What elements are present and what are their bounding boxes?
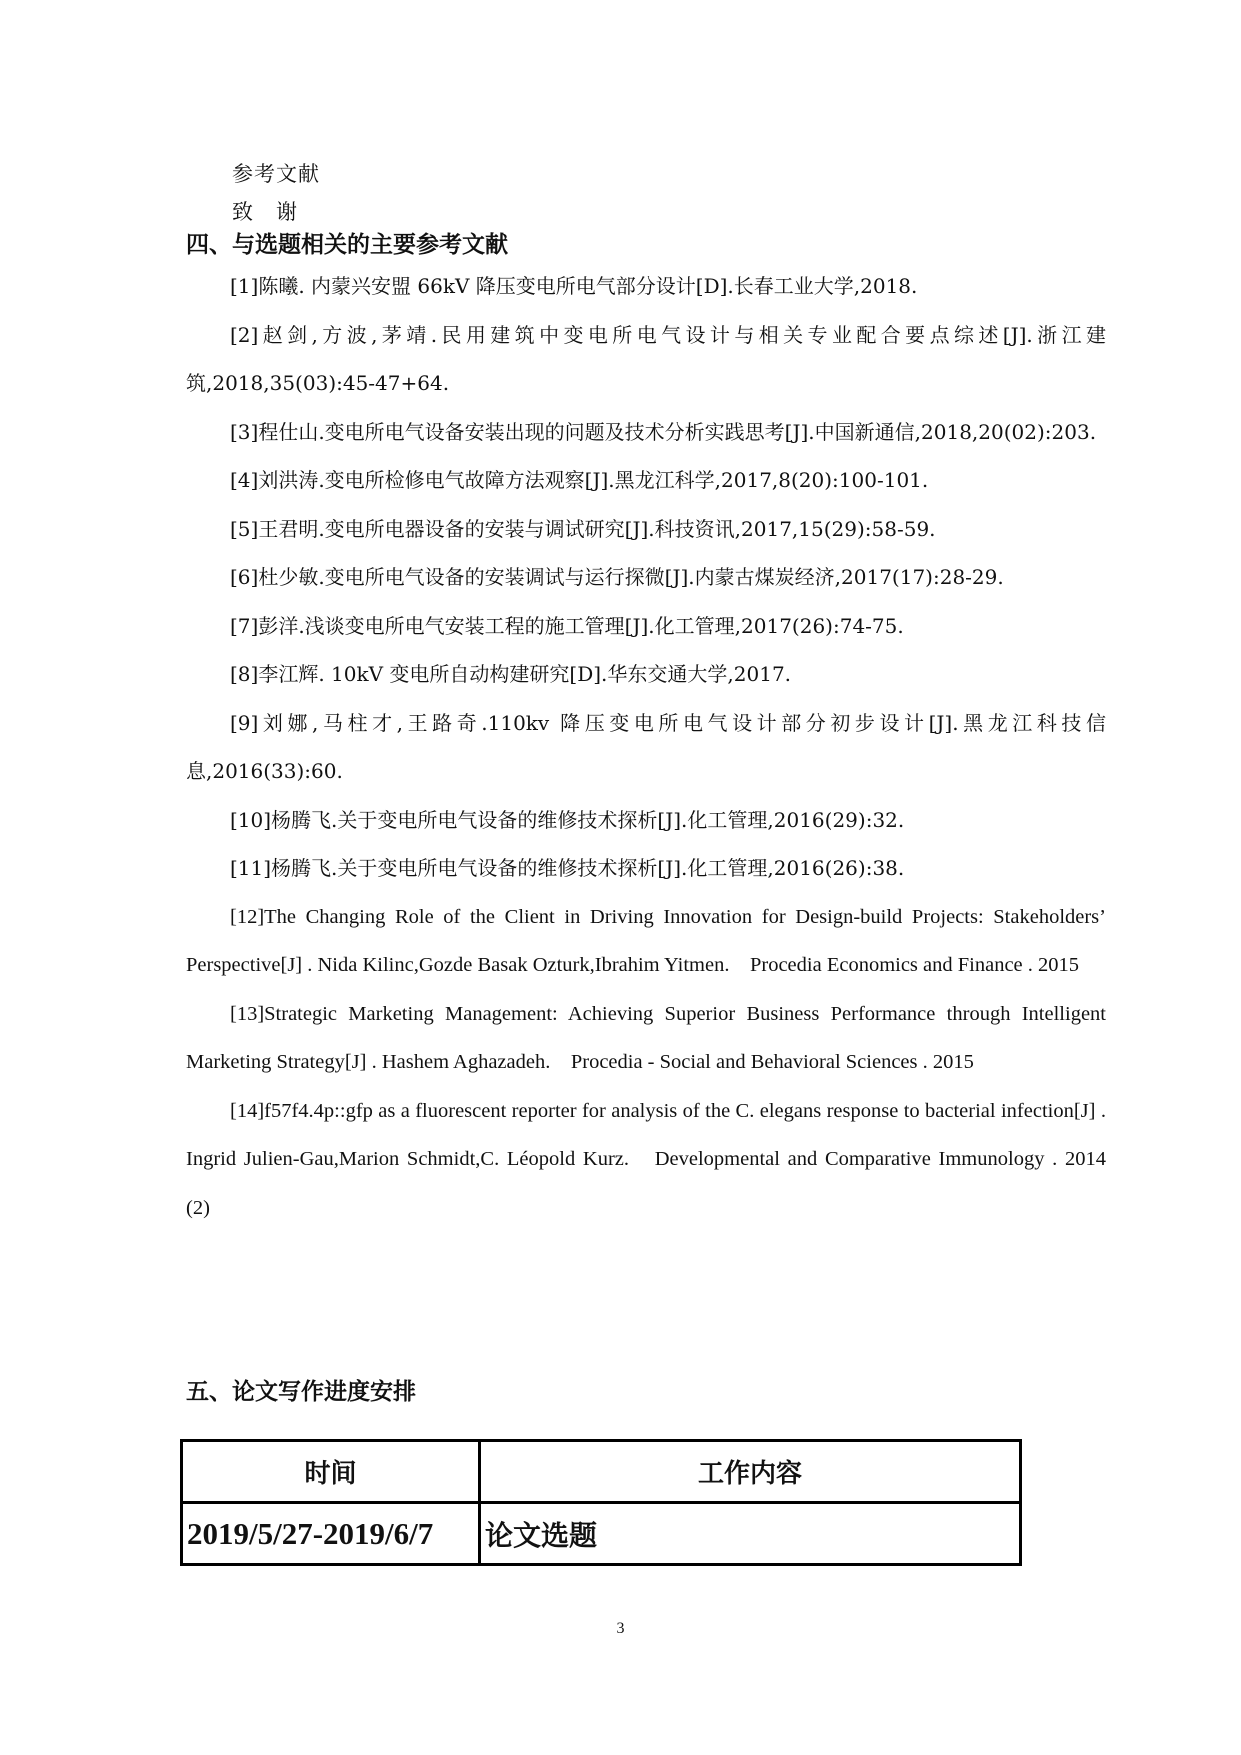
reference-item: [6]杜少敏.变电所电气设备的安装调试与运行探微[J].内蒙古煤炭经济,2017(17):28-29. [230,565,1004,589]
toc-entry-acknowledgement: 致 谢 [232,200,298,224]
schedule-time-cell: 2019/5/27-2019/6/7 [182,1503,480,1565]
page-number: 3 [616,1620,625,1637]
column-header-content: 工作内容 [480,1441,1021,1503]
column-header-time: 时间 [182,1441,480,1503]
table-header-row [182,1441,1021,1503]
schedule-content-cell: 论文选题 [480,1503,1021,1565]
reference-list [186,262,1106,1232]
reference-item: [11]杨腾飞.关于变电所电气设备的维修技术探析[J].化工管理,2016(26):38. [230,856,905,880]
reference-item: [13]Strategic Marketing Management: Achieving Superior Business Performance through Intelligent Marketing Strategy[J] . Hashem Aghazadeh. Procedia - Social and Behavioral Sciences . 2015 [186,1002,1106,1073]
reference-item: [12]The Changing Role of the Client in Driving Innovation for Design-build Projects: Stakeholders’ Perspective[J] . Nida Kilinc,Gozde Basak Ozturk,Ibrahim Yitmen. Procedia Economics and Finance . 2015 [186,905,1106,976]
reference-item: [1]陈曦. 内蒙兴安盟 66kV 降压变电所电气部分设计[D].长春工业大学,2018. [230,274,918,298]
table-row [182,1503,1021,1565]
reference-item: [14]f57f4.4p::gfp as a fluorescent reporter for analysis of the C. elegans response to bacterial infection[J] . Ingrid Julien-Gau,Marion Schmidt,C. Léopold Kurz. Developmental and Comparative Immunology . 2014 (2) [186,1099,1106,1219]
reference-item: [4]刘洪涛.变电所检修电气故障方法观察[J].黑龙江科学,2017,8(20):100-101. [230,468,929,492]
reference-item: [2]赵剑,方波,茅靖.民用建筑中变电所电气设计与相关专业配合要点综述[J].浙江建筑,2018,35(03):45-47+64. [186,322,1106,395]
section-heading-references: 四、与选题相关的主要参考文献 [186,232,508,258]
reference-item: [10]杨腾飞.关于变电所电气设备的维修技术探析[J].化工管理,2016(29):32. [230,807,905,832]
reference-item: [9]刘娜,马柱才,王路奇.110kv 降压变电所电气设计部分初步设计[J].黑龙江科技信息,2016(33):60. [186,710,1106,783]
reference-item: [3]程仕山.变电所电气设备安装出现的问题及技术分析实践思考[J].中国新通信,2018,20(02):203. [230,419,1097,444]
section-heading-schedule: 五、论文写作进度安排 [186,1379,416,1405]
reference-item: [7]彭洋.浅谈变电所电气安装工程的施工管理[J].化工管理,2017(26):74-75. [230,613,904,638]
toc-entry-references: 参考文献 [232,162,320,186]
reference-item: [5]王君明.变电所电器设备的安装与调试研究[J].科技资讯,2017,15(29):58-59. [230,516,936,541]
schedule-table [180,1439,1022,1566]
reference-item: [8]李江辉. 10kV 变电所自动构建研究[D].华东交通大学,2017. [230,662,792,686]
